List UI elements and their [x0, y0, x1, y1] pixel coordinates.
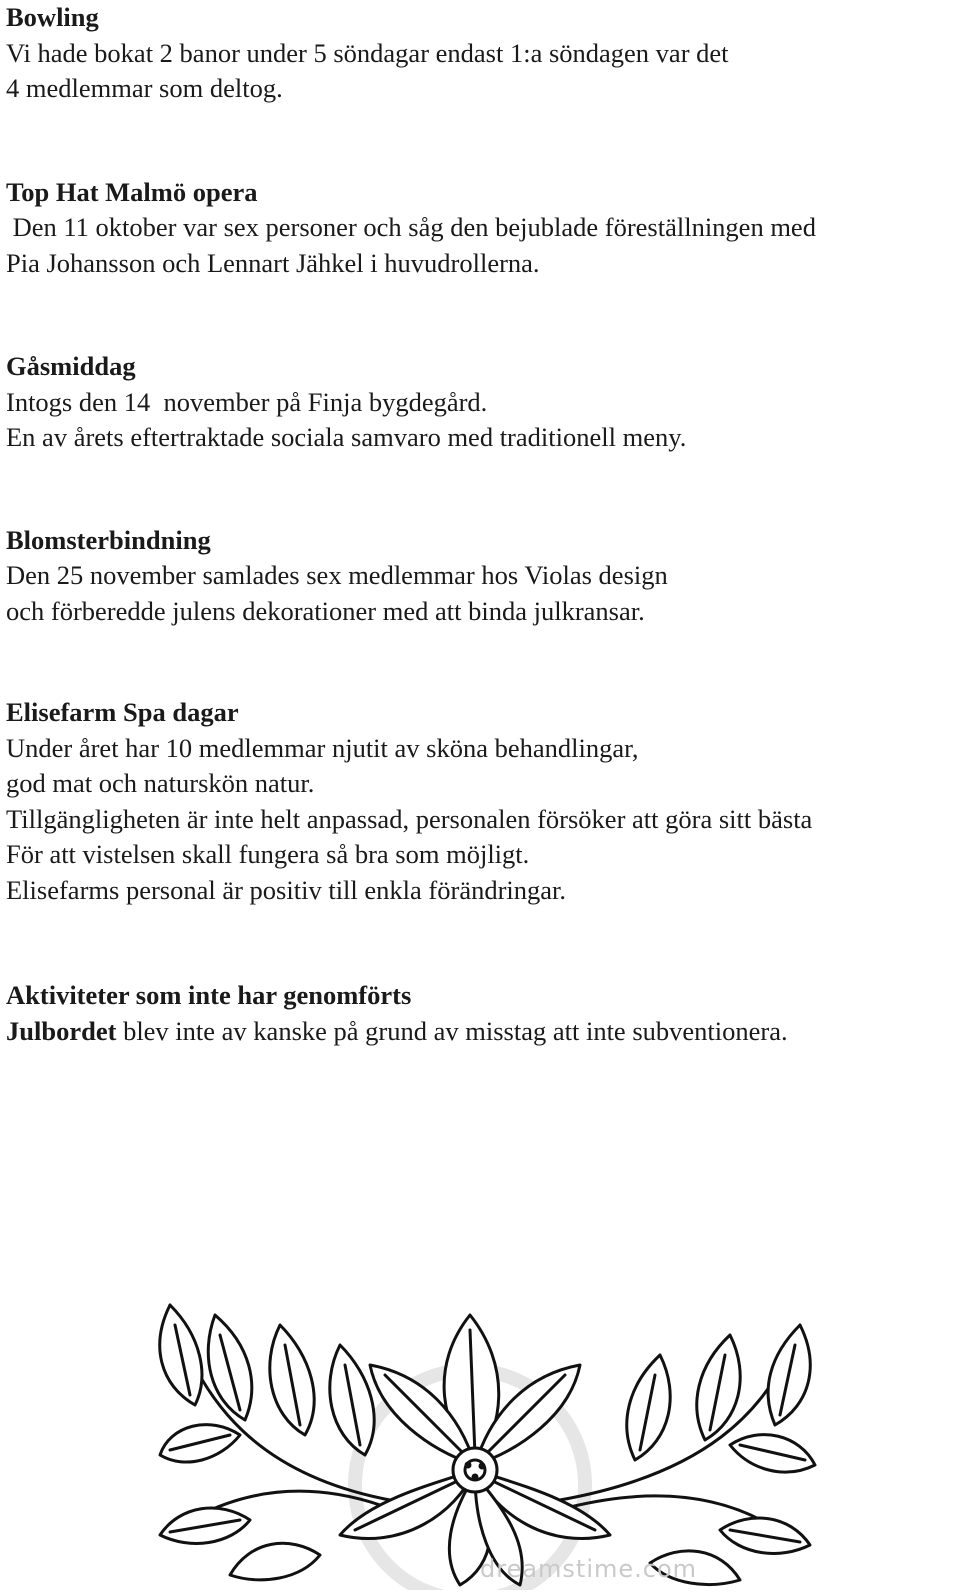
paragraph-line: Tillgängligheten är inte helt anpassad, personalen försöker att göra sitt bästa	[6, 803, 813, 834]
paragraph-line: Vi hade bokat 2 banor under 5 söndagar endast 1:a söndagen var det	[6, 37, 729, 68]
paragraph-text: blev inte av kanske på grund av misstag att inte subventionera.	[116, 1015, 788, 1046]
document-body	[6, 0, 954, 1049]
section-heading: Blomsterbindning	[6, 524, 211, 555]
paragraph-line	[6, 1014, 954, 1050]
section-heading: Bowling	[6, 2, 99, 32]
paragraph-line: Under året har 10 medlemmar njutit av sköna behandlingar,	[6, 732, 639, 763]
bold-word: Julbordet	[6, 1015, 117, 1046]
paragraph-line: Intogs den 14 november på Finja bygdegård.	[6, 386, 488, 417]
section-bowling	[6, 0, 954, 107]
paragraph-line: För att vistelsen skall fungera så bra som möjligt.	[6, 839, 530, 869]
paragraph-line: Elisefarms personal är positiv till enkla förändringar.	[6, 874, 567, 905]
section-heading: Aktiviteter som inte har genomförts	[6, 980, 412, 1010]
section-heading: Gåsmiddag	[6, 351, 136, 381]
paragraph-line: och förberedde julens dekorationer med att binda julkransar.	[6, 595, 645, 626]
paragraph-line: En av årets eftertraktade sociala samvaro med traditionell meny.	[6, 422, 687, 452]
section-gasmiddag	[6, 349, 954, 456]
section-blomsterbindning	[6, 523, 954, 630]
paragraph-line: Pia Johansson och Lennart Jähkel i huvudrollerna.	[6, 247, 540, 278]
section-ej-genomforts	[6, 978, 954, 1049]
paragraph-line: 4 medlemmar som deltog.	[6, 73, 283, 103]
section-elisefarm	[6, 695, 954, 908]
paragraph-line: Den 25 november samlades sex medlemmar hos Violas design	[6, 560, 668, 590]
paragraph-line: Den 11 oktober var sex personer och såg den bejublade föreställningen med	[6, 212, 816, 242]
flower-ornament-icon	[140, 1285, 830, 1590]
paragraph-line: god mat och naturskön natur.	[6, 768, 315, 798]
section-heading: Top Hat Malmö opera	[6, 176, 258, 207]
watermark-text: dreamstime.com	[480, 1555, 698, 1583]
section-top-hat	[6, 175, 954, 282]
section-heading: Elisefarm Spa dagar	[6, 697, 239, 727]
